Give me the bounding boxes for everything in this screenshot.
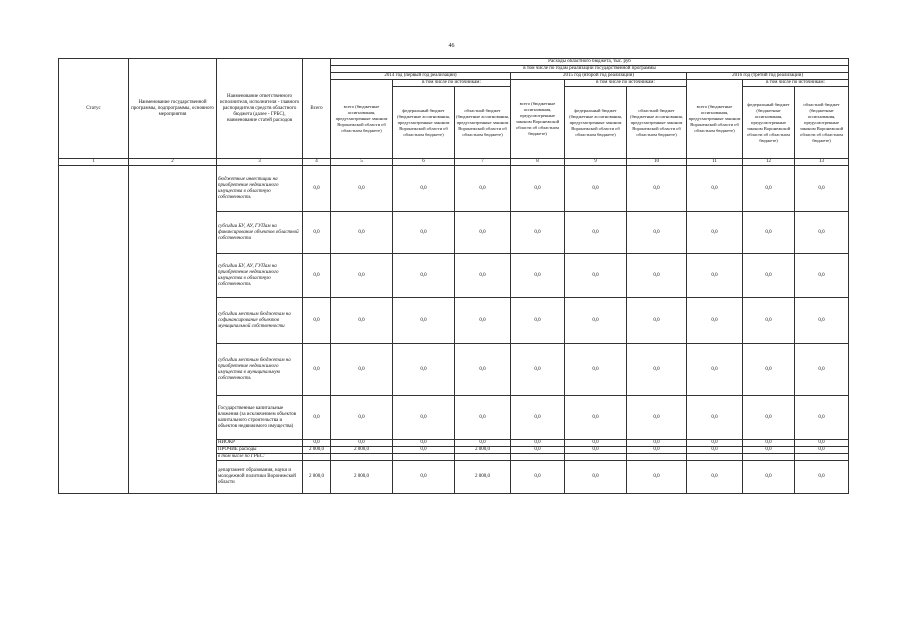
value-cell: 0,0 bbox=[565, 396, 627, 440]
value-cell: 0,0 bbox=[511, 298, 565, 344]
value-cell: 2 000,0 bbox=[455, 461, 511, 494]
header-expenses-title: Расходы областного бюджета, тыс. руб bbox=[331, 59, 849, 66]
value-cell: 0,0 bbox=[687, 166, 743, 212]
value-cell: 0,0 bbox=[565, 212, 627, 254]
value-cell: 0,0 bbox=[455, 344, 511, 396]
value-cell: 0,0 bbox=[795, 212, 849, 254]
column-number: 9 bbox=[565, 159, 627, 166]
value-cell: 0,0 bbox=[565, 166, 627, 212]
value-cell bbox=[331, 454, 393, 461]
value-cell: 0,0 bbox=[687, 447, 743, 454]
value-cell: 0,0 bbox=[687, 440, 743, 447]
value-cell: 0,0 bbox=[627, 298, 687, 344]
value-cell: 0,0 bbox=[627, 254, 687, 298]
value-cell: 0,0 bbox=[627, 440, 687, 447]
column-number: 6 bbox=[393, 159, 455, 166]
header-year-2014: 2014 год (первый год реализации) bbox=[331, 73, 511, 80]
value-cell: 0,0 bbox=[743, 440, 795, 447]
value-cell bbox=[303, 454, 331, 461]
header-sources-2015: в том числе по источникам: bbox=[565, 80, 687, 87]
header-year-2016: 2016 год (третий год реализации) bbox=[687, 73, 849, 80]
value-cell: 0,0 bbox=[393, 344, 455, 396]
value-cell: 0,0 bbox=[455, 298, 511, 344]
table-body bbox=[59, 166, 849, 494]
program-name-cell bbox=[129, 166, 217, 494]
value-cell: 0,0 bbox=[687, 396, 743, 440]
value-cell: 0,0 bbox=[687, 212, 743, 254]
value-cell: 0,0 bbox=[393, 166, 455, 212]
table-row bbox=[59, 166, 849, 212]
row-label: в том числе по ГРБС: bbox=[217, 454, 303, 461]
value-cell: 0,0 bbox=[303, 212, 331, 254]
value-cell: 0,0 bbox=[743, 461, 795, 494]
value-cell bbox=[565, 454, 627, 461]
value-cell: 0,0 bbox=[303, 344, 331, 396]
column-number: 5 bbox=[331, 159, 393, 166]
value-cell: 0,0 bbox=[565, 440, 627, 447]
header-regional-2014: областной бюджет (бюджетные ассигнования, предусмотренные законом Воронежской области об областном бюджете) bbox=[455, 87, 511, 159]
column-number-row bbox=[59, 159, 849, 166]
header-total-2014: всего (бюджетные ассигнования, предусмотренные законом Воронежской области об областном бюджете) bbox=[331, 80, 393, 159]
value-cell: 0,0 bbox=[565, 344, 627, 396]
value-cell: 0,0 bbox=[393, 298, 455, 344]
header-status: Статус bbox=[59, 59, 129, 159]
value-cell: 0,0 bbox=[331, 166, 393, 212]
value-cell: 0,0 bbox=[393, 254, 455, 298]
value-cell: 0,0 bbox=[743, 254, 795, 298]
value-cell: 2 000,0 bbox=[455, 447, 511, 454]
row-label: Государственные капитальные вложения (за исключением объектов капитального строительства и объектов недвижимого имущества) bbox=[217, 396, 303, 440]
value-cell: 0,0 bbox=[511, 166, 565, 212]
header-by-years: в том числе по годам реализации государственной программы bbox=[331, 66, 849, 73]
value-cell: 2 000,0 bbox=[331, 447, 393, 454]
row-label: бюджетные инвестиции на приобретение недвижимого имущества в областную собственность bbox=[217, 166, 303, 212]
value-cell: 0,0 bbox=[511, 396, 565, 440]
value-cell: 0,0 bbox=[795, 461, 849, 494]
column-number: 2 bbox=[129, 159, 217, 166]
column-number: 3 bbox=[217, 159, 303, 166]
value-cell: 0,0 bbox=[687, 344, 743, 396]
column-number: 10 bbox=[627, 159, 687, 166]
table-header bbox=[59, 59, 849, 166]
row-label: субсидии БУ, АУ, ГУПам на финансирование объектов областной собственности bbox=[217, 212, 303, 254]
value-cell: 0,0 bbox=[331, 396, 393, 440]
value-cell: 0,0 bbox=[303, 254, 331, 298]
value-cell: 0,0 bbox=[455, 440, 511, 447]
value-cell: 0,0 bbox=[743, 447, 795, 454]
value-cell: 0,0 bbox=[393, 212, 455, 254]
column-number: 4 bbox=[303, 159, 331, 166]
value-cell: 0,0 bbox=[627, 396, 687, 440]
header-total-2016: всего (бюджетные ассигнования, предусмотренные законом Воронежской области об областном бюджете) bbox=[687, 80, 743, 159]
value-cell: 0,0 bbox=[795, 396, 849, 440]
row-label: субсидии местным бюджетам на приобретение недвижимого имущества в муниципальную собственность bbox=[217, 344, 303, 396]
value-cell: 0,0 bbox=[393, 447, 455, 454]
header-year-2015: 2015 год (второй год реализации) bbox=[511, 73, 687, 80]
value-cell: 0,0 bbox=[511, 212, 565, 254]
value-cell: 0,0 bbox=[743, 344, 795, 396]
status-cell bbox=[59, 166, 129, 494]
value-cell: 0,0 bbox=[393, 396, 455, 440]
value-cell bbox=[687, 454, 743, 461]
header-federal-2016: федеральный бюджет (бюджетные ассигнования, предусмотренные законом Воронежской области об областном бюджете) bbox=[743, 87, 795, 159]
header-sources-2016: в том числе по источникам: bbox=[743, 80, 849, 87]
value-cell: 0,0 bbox=[455, 212, 511, 254]
value-cell: 0,0 bbox=[331, 254, 393, 298]
value-cell: 0,0 bbox=[303, 166, 331, 212]
value-cell: 0,0 bbox=[331, 440, 393, 447]
value-cell bbox=[393, 454, 455, 461]
row-label: департамент образования, науки и молодежной политики Воронежской области bbox=[217, 461, 303, 494]
value-cell bbox=[743, 454, 795, 461]
page-number: 46 bbox=[448, 43, 455, 49]
value-cell bbox=[511, 454, 565, 461]
value-cell: 0,0 bbox=[303, 440, 331, 447]
value-cell: 0,0 bbox=[627, 344, 687, 396]
header-program-name: Наименование государственной программы, подпрограммы, основного мероприятия bbox=[129, 59, 217, 159]
row-label: субсидии БУ, АУ, ГУПам на приобретение недвижимого имущества в областную собственность bbox=[217, 254, 303, 298]
value-cell: 0,0 bbox=[331, 212, 393, 254]
value-cell: 0,0 bbox=[795, 298, 849, 344]
column-number: 7 bbox=[455, 159, 511, 166]
column-number: 8 bbox=[511, 159, 565, 166]
value-cell: 0,0 bbox=[743, 396, 795, 440]
value-cell: 0,0 bbox=[511, 344, 565, 396]
value-cell bbox=[795, 454, 849, 461]
value-cell: 2 000,0 bbox=[303, 461, 331, 494]
header-federal-2014: федеральный бюджет (бюджетные ассигнования, предусмотренные законом Воронежской области об областном бюджете) bbox=[393, 87, 455, 159]
header-federal-2015: федеральный бюджет (бюджетные ассигнования, предусмотренные законом Воронежской области об областном бюджете) bbox=[565, 87, 627, 159]
row-label: НИОКР bbox=[217, 440, 303, 447]
header-sources-2014: в том числе по источникам: bbox=[393, 80, 511, 87]
value-cell: 0,0 bbox=[627, 447, 687, 454]
header-executor: Наименование ответственного исполнителя, исполнителя - главного распорядителя средств областного бюджета (далее - ГРБС), наименование статей расходов bbox=[217, 59, 303, 159]
header-regional-2015: областной бюджет (бюджетные ассигнования, предусмотренные законом Воронежской области об областном бюджете) bbox=[627, 87, 687, 159]
column-number: 1 bbox=[59, 159, 129, 166]
value-cell: 2 000,0 bbox=[331, 461, 393, 494]
value-cell bbox=[627, 454, 687, 461]
value-cell: 0,0 bbox=[455, 166, 511, 212]
value-cell: 0,0 bbox=[331, 298, 393, 344]
value-cell: 0,0 bbox=[565, 461, 627, 494]
value-cell: 0,0 bbox=[743, 298, 795, 344]
column-number: 13 bbox=[795, 159, 849, 166]
value-cell: 0,0 bbox=[795, 254, 849, 298]
value-cell: 0,0 bbox=[795, 166, 849, 212]
header-regional-2016: областной бюджет (бюджетные ассигнования, предусмотренные законом Воронежской области об областном бюджете) bbox=[795, 87, 849, 159]
value-cell: 0,0 bbox=[303, 298, 331, 344]
value-cell: 0,0 bbox=[565, 298, 627, 344]
header-total: Всего bbox=[303, 59, 331, 159]
value-cell: 0,0 bbox=[455, 254, 511, 298]
value-cell: 0,0 bbox=[687, 254, 743, 298]
value-cell: 0,0 bbox=[393, 461, 455, 494]
value-cell: 0,0 bbox=[565, 254, 627, 298]
value-cell: 0,0 bbox=[393, 440, 455, 447]
budget-table bbox=[58, 58, 849, 494]
value-cell: 0,0 bbox=[511, 447, 565, 454]
value-cell: 0,0 bbox=[687, 298, 743, 344]
value-cell: 0,0 bbox=[627, 212, 687, 254]
row-label: субсидии местным бюджетам на софинансирование объектов муниципальной собственности bbox=[217, 298, 303, 344]
value-cell: 0,0 bbox=[795, 440, 849, 447]
header-total-2015: всего (бюджетные ассигнования, предусмотренные законом Воронежской области об областном бюджете) bbox=[511, 80, 565, 159]
value-cell: 0,0 bbox=[627, 166, 687, 212]
value-cell: 0,0 bbox=[511, 461, 565, 494]
column-number: 11 bbox=[687, 159, 743, 166]
value-cell: 0,0 bbox=[687, 461, 743, 494]
value-cell: 0,0 bbox=[511, 440, 565, 447]
value-cell: 0,0 bbox=[743, 212, 795, 254]
value-cell: 0,0 bbox=[743, 166, 795, 212]
value-cell: 0,0 bbox=[565, 447, 627, 454]
value-cell: 0,0 bbox=[795, 447, 849, 454]
column-number: 12 bbox=[743, 159, 795, 166]
value-cell: 0,0 bbox=[455, 396, 511, 440]
row-label: ПРОЧИЕ расходы bbox=[217, 447, 303, 454]
value-cell: 0,0 bbox=[511, 254, 565, 298]
value-cell: 2 000,0 bbox=[303, 447, 331, 454]
value-cell bbox=[455, 454, 511, 461]
value-cell: 0,0 bbox=[795, 344, 849, 396]
value-cell: 0,0 bbox=[627, 461, 687, 494]
value-cell: 0,0 bbox=[303, 396, 331, 440]
value-cell: 0,0 bbox=[331, 344, 393, 396]
